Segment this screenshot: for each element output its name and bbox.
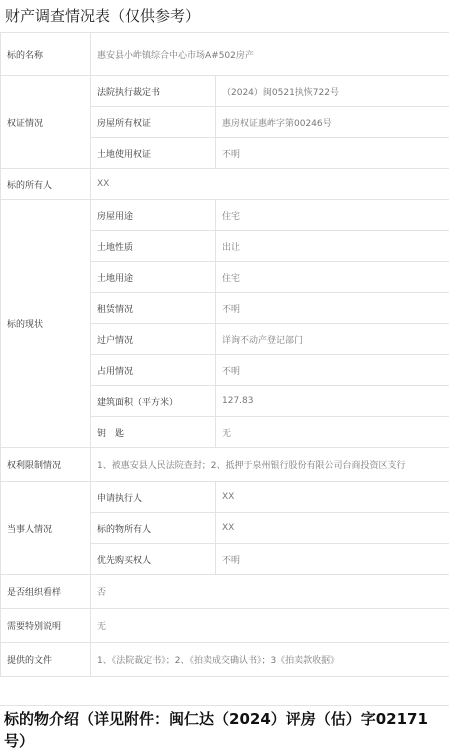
- table-row: [1, 448, 449, 482]
- sub-label: 建筑面积（平方米）: [91, 386, 216, 417]
- sub-value: 不明: [216, 355, 449, 386]
- sub-value: 不明: [216, 293, 449, 324]
- sub-label: 土地用途: [91, 262, 216, 293]
- row-label: 当事人情况: [1, 482, 91, 575]
- sub-label: 法院执行裁定书: [91, 76, 216, 107]
- table-row: [1, 609, 449, 643]
- sub-value: 不明: [216, 138, 449, 169]
- sub-label: 占用情况: [91, 355, 216, 386]
- sub-label: 钥 匙: [91, 417, 216, 448]
- table-row: [1, 200, 449, 231]
- row-label: 权证情况: [1, 76, 91, 169]
- row-value: XX: [91, 169, 449, 200]
- sub-value: 无: [216, 417, 449, 448]
- sub-label: 优先购买权人: [91, 544, 216, 575]
- table-row: [1, 33, 449, 76]
- sub-label: 过户情况: [91, 324, 216, 355]
- row-value: 否: [91, 575, 449, 609]
- table-row: [1, 643, 449, 677]
- row-value: 惠安县小岞镇综合中心市场A#502房产: [91, 33, 449, 76]
- sub-label: 土地性质: [91, 231, 216, 262]
- sub-label: 土地使用权证: [91, 138, 216, 169]
- row-value: 无: [91, 609, 449, 643]
- sub-value: XX: [216, 513, 449, 544]
- row-label: 标的所有人: [1, 169, 91, 200]
- sub-label: 标的物所有人: [91, 513, 216, 544]
- row-label: 标的名称: [1, 33, 91, 76]
- sub-label: 房屋所有权证: [91, 107, 216, 138]
- sub-value: 住宅: [216, 200, 449, 231]
- sub-label: 租赁情况: [91, 293, 216, 324]
- table-row: [1, 482, 449, 513]
- row-label: 需要特别说明: [1, 609, 91, 643]
- row-value: 1、被惠安县人民法院查封；2、抵押于泉州银行股份有限公司台商投资区支行: [91, 448, 449, 482]
- sub-label: 申请执行人: [91, 482, 216, 513]
- page-title: 财产调查情况表（仅供参考）: [5, 7, 201, 25]
- row-label: 提供的文件: [1, 643, 91, 677]
- table-row: [1, 169, 449, 200]
- table-row: [1, 575, 449, 609]
- sub-value: 惠房权证惠岞字第00246号: [216, 107, 449, 138]
- sub-value: 详询不动产登记部门: [216, 324, 449, 355]
- row-value: 1、《法院裁定书》；2、《拍卖成交确认书》；3《拍卖款收据》: [91, 643, 449, 677]
- row-label: 标的现状: [1, 200, 91, 448]
- sub-value: 不明: [216, 544, 449, 575]
- row-label: 权利限制情况: [1, 448, 91, 482]
- sub-value: （2024）闽0521执恢722号: [216, 76, 449, 107]
- sub-value: XX: [216, 482, 449, 513]
- row-label: 是否组织看样: [1, 575, 91, 609]
- property-survey-table: [0, 32, 449, 677]
- sub-value: 出让: [216, 231, 449, 262]
- table-row: [1, 76, 449, 107]
- sub-value: 127.83: [216, 386, 449, 417]
- section-heading: 标的物介绍（详见附件：闽仁达（2024）评房（估）字02171号）: [0, 705, 449, 753]
- sub-label: 房屋用途: [91, 200, 216, 231]
- sub-value: 住宅: [216, 262, 449, 293]
